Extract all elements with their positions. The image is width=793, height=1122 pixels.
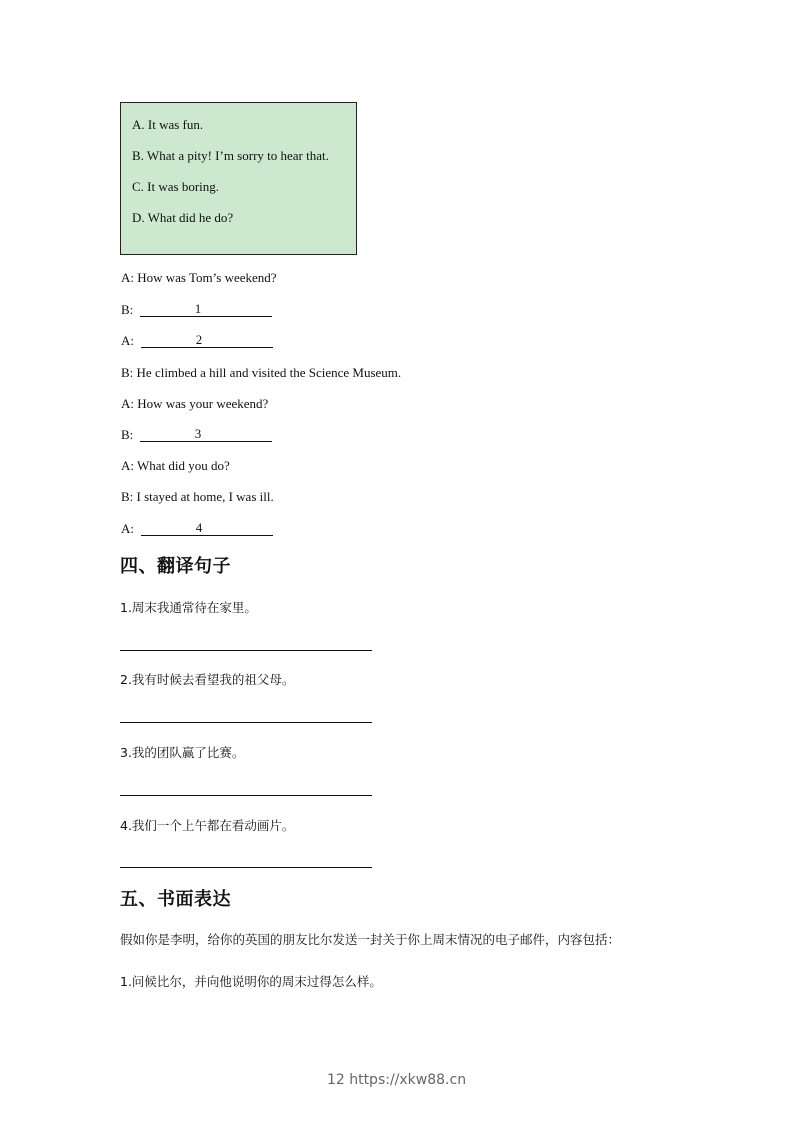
answer-blank-3[interactable]: 3: [140, 427, 272, 442]
translation-answer-line-1[interactable]: [120, 650, 372, 651]
translation-answer-line-2[interactable]: [120, 722, 372, 723]
option-c: C. It was boring.: [132, 179, 220, 194]
dialogue-line: B: I stayed at home, I was ill.: [121, 489, 274, 504]
answer-blank-2[interactable]: 2: [141, 333, 273, 348]
dialogue-speaker: A:: [121, 333, 134, 348]
dialogue-speaker: A:: [121, 521, 134, 536]
section-heading-writing: 五、书面表达: [120, 889, 231, 910]
answer-blank-4[interactable]: 4: [141, 521, 273, 536]
translation-item-1: 1.周末我通常待在家里。: [120, 600, 257, 615]
answer-options-box: [120, 102, 357, 255]
option-a: A. It was fun.: [132, 117, 204, 132]
translation-answer-line-3[interactable]: [120, 795, 372, 796]
option-d: D. What did he do?: [132, 210, 234, 225]
answer-blank-1[interactable]: 1: [140, 302, 272, 317]
dialogue-line: B: He climbed a hill and visited the Science Museum.: [121, 365, 402, 380]
translation-item-3: 3.我的团队赢了比赛。: [120, 745, 245, 760]
dialogue-speaker: B:: [121, 427, 134, 442]
dialogue-line: A: How was your weekend?: [121, 396, 269, 411]
section-heading-translation: 四、翻译句子: [120, 556, 231, 577]
page-footer: 12 https://xkw88.cn: [326, 1072, 467, 1088]
option-b: B. What a pity! I’m sorry to hear that.: [132, 148, 329, 163]
dialogue-speaker: B:: [121, 302, 134, 317]
translation-item-2: 2.我有时候去看望我的祖父母。: [120, 672, 295, 687]
translation-answer-line-4[interactable]: [120, 867, 372, 868]
dialogue-line: A: What did you do?: [121, 458, 230, 473]
translation-item-4: 4.我们一个上午都在看动画片。: [120, 818, 295, 833]
writing-point-1: 1.问候比尔，并向他说明你的周末过得怎么样。: [120, 974, 382, 989]
dialogue-line: A: How was Tom’s weekend?: [121, 270, 277, 285]
writing-prompt: 假如你是李明，给你的英国的朋友比尔发送一封关于你上周末情况的电子邮件，内容包括：: [120, 932, 621, 947]
